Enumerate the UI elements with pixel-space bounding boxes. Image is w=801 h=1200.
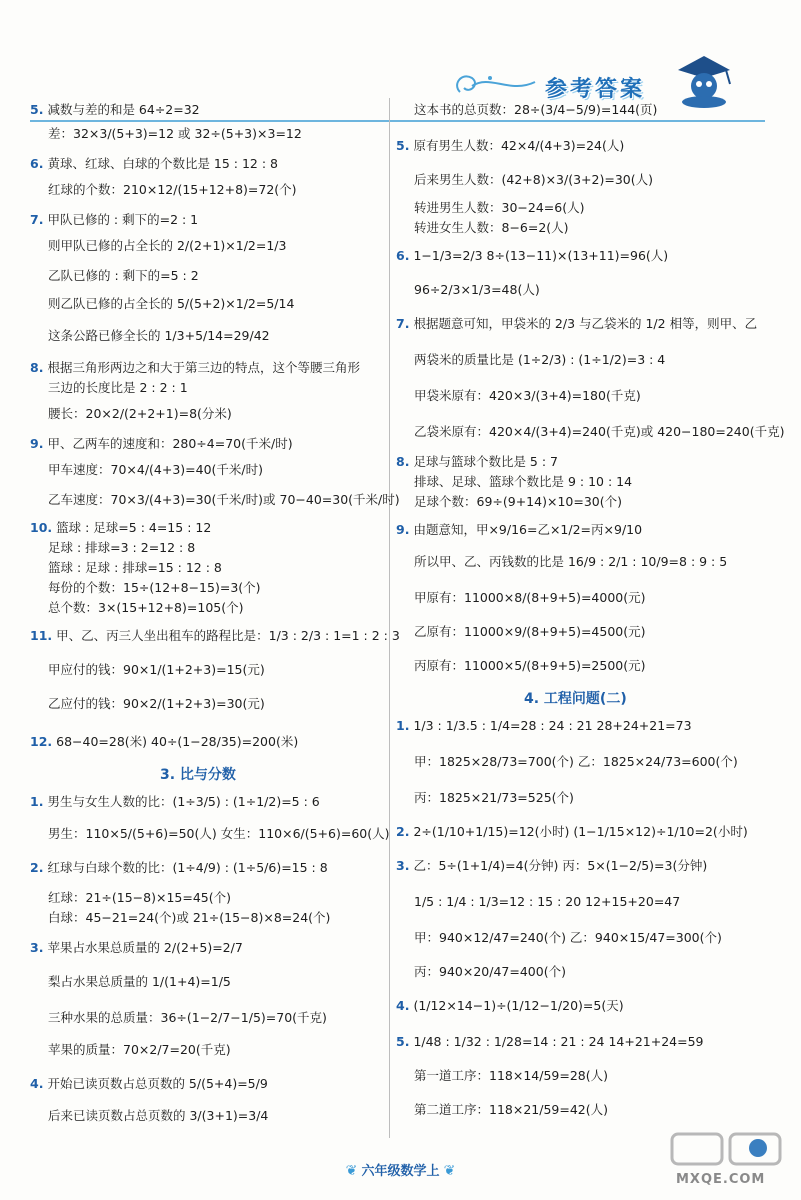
- answer-line: 差：32×3/(5+3)=12 或 32÷(5+3)×3=12: [48, 126, 302, 141]
- answer-line: 4. 开始已读页数占总页数的 5/(5+4)=5/9: [30, 1076, 268, 1091]
- answer-line: 所以甲、乙、丙钱数的比是 16/9 : 2/1 : 10/9=8 : 9 : 5: [414, 554, 728, 569]
- answer-line: 乙原有：11000×9/(8+9+5)=4500(元): [414, 624, 646, 639]
- answer-line: 苹果的质量：70×2/7=20(千克): [48, 1042, 231, 1057]
- answer-line: 排球、足球、篮球个数比是 9 : 10 : 14: [414, 474, 633, 489]
- answer-line: 乙袋米原有：420×4/(3+4)=240(千克)或 420−180=240(千克): [414, 424, 785, 439]
- section-title: 3. 比与分数: [160, 767, 236, 783]
- answer-line: 5. 原有男生人数：42×4/(4+3)=24(人): [396, 138, 625, 153]
- butterfly-icon: ❦: [443, 1163, 456, 1179]
- answer-line: 丙：1825×21/73=525(个): [414, 790, 574, 805]
- answer-line: 6. 黄球、红球、白球的个数比是 15 : 12 : 8: [30, 156, 278, 171]
- answer-line: 男生：110×5/(5+6)=50(人) 女生：110×6/(5+6)=60(人): [48, 826, 390, 841]
- answer-line: 这条公路已修全长的 1/3+5/14=29/42: [48, 328, 270, 343]
- answer-line: 总个数：3×(15+12+8)=105(个): [48, 600, 244, 615]
- answer-line: 8. 足球与篮球个数比是 5 : 7: [396, 454, 558, 469]
- answer-line: 8. 根据三角形两边之和大于第三边的特点，这个等腰三角形: [30, 360, 360, 375]
- answer-line: 丙原有：11000×5/(8+9+5)=2500(元): [414, 658, 646, 673]
- answer-line: 三种水果的总质量：36÷(1−2/7−1/5)=70(千克): [48, 1010, 327, 1025]
- answer-line: 乙应付的钱：90×2/(1+2+3)=30(元): [48, 696, 265, 711]
- answer-line: 第一道工序：118×14/59=28(人): [414, 1068, 608, 1083]
- mascot-icon: [668, 48, 740, 108]
- answer-line: 1. 男生与女生人数的比：(1÷3/5) : (1÷1/2)=5 : 6: [30, 794, 320, 809]
- answer-line: 3. 乙：5÷(1+1/4)=4(分钟) 丙：5×(1−2/5)=3(分钟): [396, 858, 708, 873]
- answer-line: 甲原有：11000×8/(8+9+5)=4000(元): [414, 590, 646, 605]
- answer-line: 乙队已修的 : 剩下的=5 : 2: [48, 268, 199, 283]
- answer-line: 则乙队已修的占全长的 5/(5+2)×1/2=5/14: [48, 296, 295, 311]
- header-rule: [30, 120, 765, 122]
- answer-line: 三边的长度比是 2 : 2 : 1: [48, 380, 188, 395]
- answer-line: 梨占水果总质量的 1/(1+4)=1/5: [48, 974, 231, 989]
- answer-line: 白球：45−21=24(个)或 21÷(15−8)×8=24(个): [48, 910, 331, 925]
- answer-line: 第二道工序：118×21/59=42(人): [414, 1102, 608, 1117]
- answer-line: 丙：940×20/47=400(个): [414, 964, 566, 979]
- answer-line: 10. 篮球 : 足球=5 : 4=15 : 12: [30, 520, 212, 535]
- answer-line: 12. 68−40=28(米) 40÷(1−28/35)=200(米): [30, 734, 299, 749]
- answer-line: 两袋米的质量比是 (1÷2/3) : (1÷1/2)=3 : 4: [414, 352, 666, 367]
- answer-line: 1. 1/3 : 1/3.5 : 1/4=28 : 24 : 21 28+24+21=73: [396, 718, 692, 733]
- answer-line: 5. 1/48 : 1/32 : 1/28=14 : 21 : 24 14+21+24=59: [396, 1034, 704, 1049]
- answer-line: 2. 2÷(1/10+1/15)=12(小时) (1−1/15×12)÷1/10=2(小时): [396, 824, 748, 839]
- answer-line: 11. 甲、乙、丙三人坐出租车的路程比是：1/3 : 2/3 : 1=1 : 2 : 3: [30, 628, 400, 643]
- answer-line: 96÷2/3×1/3=48(人): [414, 282, 540, 297]
- answer-line: 乙车速度：70×3/(4+3)=30(千米/时)或 70−40=30(千米/时): [48, 492, 400, 507]
- butterfly-icon: ❦: [345, 1163, 358, 1179]
- answer-line: 足球个数：69÷(9+14)×10=30(个): [414, 494, 622, 509]
- column-divider: [389, 98, 390, 1138]
- answer-line: 则甲队已修的占全长的 2/(2+1)×1/2=1/3: [48, 238, 287, 253]
- answer-line: 2. 红球与白球个数的比：(1÷4/9) : (1÷5/6)=15 : 8: [30, 860, 328, 875]
- header-band: [0, 28, 801, 102]
- answer-line: 4. (1/12×14−1)÷(1/12−1/20)=5(天): [396, 998, 624, 1013]
- answer-line: 7. 根据题意可知，甲袋米的 2/3 与乙袋米的 1/2 相等，则甲、乙: [396, 316, 758, 331]
- answer-line: 后来男生人数：(42+8)×3/(3+2)=30(人): [414, 172, 653, 187]
- footer-title: 六年级数学上: [361, 1164, 440, 1179]
- swirl-ornament-icon: [450, 64, 540, 104]
- answer-line: 9. 甲、乙两车的速度和：280÷4=70(千米/时): [30, 436, 293, 451]
- header-title: 参考答案: [545, 77, 646, 102]
- answer-line: 红球的个数：210×12/(15+12+8)=72(个): [48, 182, 297, 197]
- section-title: 4. 工程问题(二): [524, 691, 627, 707]
- answer-line: 6. 1−1/3=2/3 8÷(13−11)×(13+11)=96(人): [396, 248, 669, 263]
- answer-line: 9. 由题意知，甲×9/16=乙×1/2=丙×9/10: [396, 522, 643, 537]
- answer-line: 转进女生人数：8−6=2(人): [414, 220, 569, 235]
- answer-line: 1/5 : 1/4 : 1/3=12 : 15 : 20 12+15+20=47: [414, 894, 681, 909]
- answer-line: 篮球 : 足球 : 排球=15 : 12 : 8: [48, 560, 222, 575]
- answer-line: 甲应付的钱：90×1/(1+2+3)=15(元): [48, 662, 265, 677]
- answer-line: 5. 减数与差的和是 64÷2=32: [30, 102, 200, 117]
- answer-line: 足球 : 排球=3 : 2=12 : 8: [48, 540, 196, 555]
- answer-line: 红球：21÷(15−8)×15=45(个): [48, 890, 231, 905]
- answer-line: 转进男生人数：30−24=6(人): [414, 200, 585, 215]
- answer-line: 每份的个数：15÷(12+8−15)=3(个): [48, 580, 261, 595]
- answer-line: 甲车速度：70×4/(4+3)=40(千米/时): [48, 462, 264, 477]
- answer-line: 甲袋米原有：420×3/(3+4)=180(千克): [414, 388, 641, 403]
- watermark-text: MXQE.COM: [676, 1172, 766, 1187]
- answer-line: 7. 甲队已修的 : 剩下的=2 : 1: [30, 212, 199, 227]
- answer-line: 3. 苹果占水果总质量的 2/(2+5)=2/7: [30, 940, 243, 955]
- answer-line: 甲：1825×28/73=700(个) 乙：1825×24/73=600(个): [414, 754, 738, 769]
- answer-line: 后来已读页数占总页数的 3/(3+1)=3/4: [48, 1108, 269, 1123]
- answer-line: 腰长：20×2/(2+2+1)=8(分米): [48, 406, 232, 421]
- answer-line: 这本书的总页数：28÷(3/4−5/9)=144(页): [414, 102, 658, 117]
- answer-line: 甲：940×12/47=240(个) 乙：940×15/47=300(个): [414, 930, 722, 945]
